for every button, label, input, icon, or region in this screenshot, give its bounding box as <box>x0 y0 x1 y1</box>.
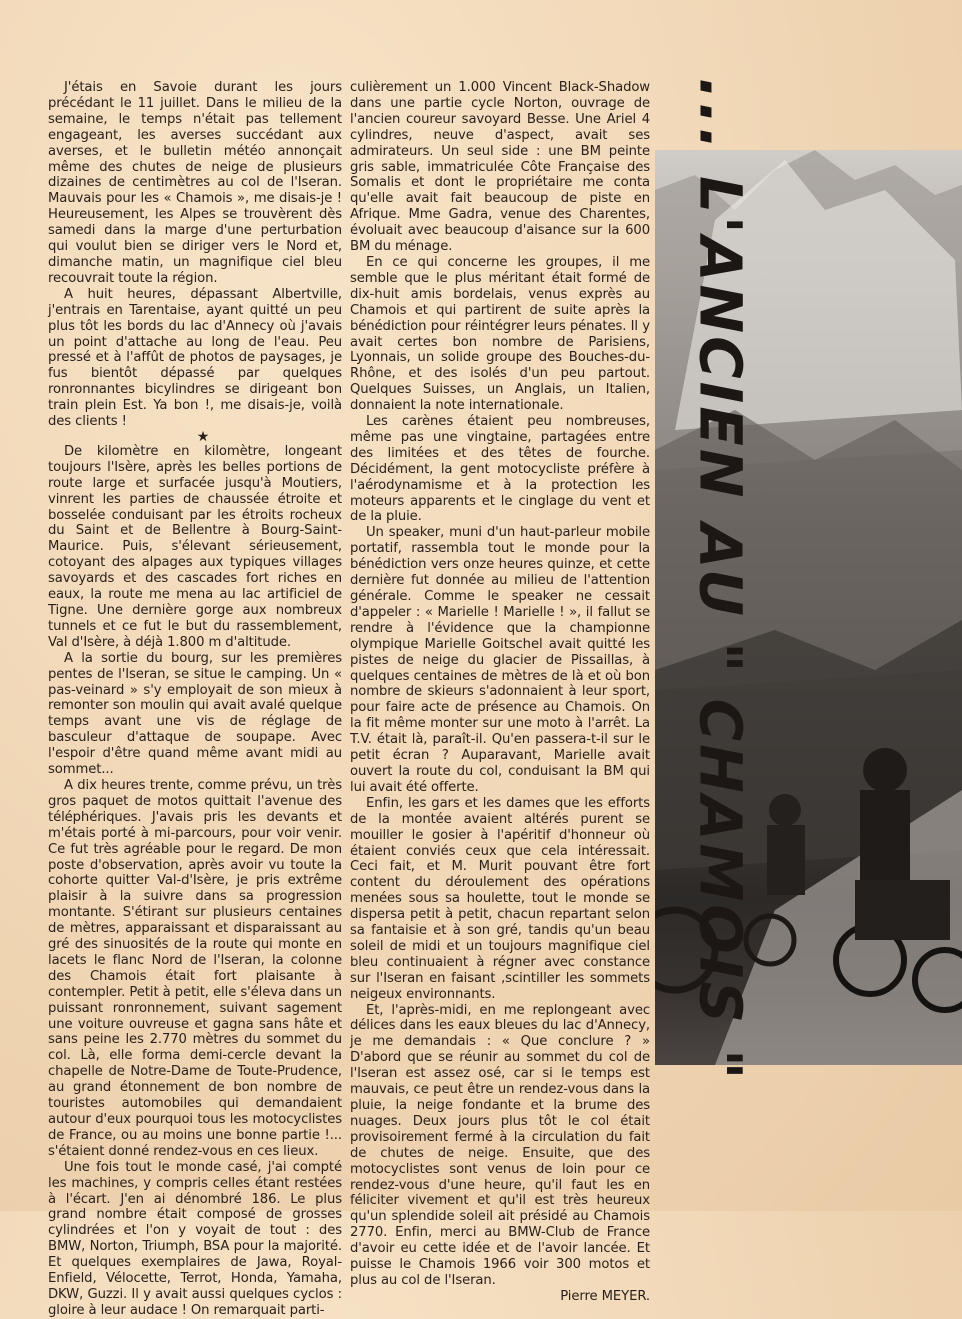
article-title <box>680 77 760 1083</box>
paragraph: A huit heures, dépassant Albertville, j'entrais en Tarentaise, ayant quitté un peu plus tôt les bords du lac d'Annecy où j'avais un point d'attache au long de l'eau. Peu pressé et à l'affût de photos de paysages, je fus bientôt dépassé par quelques ronronnantes bicylindres se dirigeant bon train plein Est. Ya bon !, me disais-je, voilà des clients ! <box>48 286 342 430</box>
title-text: ... L'ANCIEN AU " CHAMOIS " <box>686 77 755 1083</box>
paragraph: A dix heures trente, comme prévu, un très gros paquet de motos quittait l'avenue des téléphériques. J'avais pris les devants et m'étais porté à mi-parcours, pour voir venir. Ce fut très agréable pour le regard. De mon poste d'observation, après avoir vu toute la cohorte quitter Val-d'Isère, je pris extrême plaisir à la suivre dans sa progression montante. S'étirant sur plusieurs centaines de mètres, apparaissant et disparaissant au gré des sinuosités de la route qui monte en lacets le flanc Nord de l'Iseran, la colonne des Chamois était fort plaisante à contempler. Petit à petit, elle s'éleva dans un puissant ronronnement, suivant sagement une voiture ouvreuse et gagna sans hâte et sans peine les 2.770 mètres du sommet du col. Là, elle forma demi-cercle devant la chapelle de Notre-Dame de Toute-Prudence, au grand étonnement de bon nombre de touristes automobiles qui demandaient autour d'eux pourquoi tous les motocyclistes de France, ou au moins une bonne partie !... s'étaient donné rendez-vous en ces lieux. <box>48 777 342 1159</box>
star-separator-icon: ★ <box>196 428 210 445</box>
author-signature: Pierre MEYER. <box>560 1288 650 1304</box>
article-column-middle <box>350 80 650 1305</box>
paragraph: De kilomètre en kilomètre, longeant toujours l'Isère, après les belles portions de route large et surfacée jusqu'à Moutiers, vinrent les parties de chaussée étroite et bosselée conduisant par les étroits rocheux du Saint et de Bellentre à Bourg-Saint-Maurice. Puis, s'élevant sérieusement, cotoyant des alpages aux typiques villages savoyards et des cascades fort riches en eaux, la route me mena au lac artificiel de Tigne. Une dernière gorge aux nombreux tunnels et ce fut le but du rassemblement, Val d'Isère, à déjà 1.800 m d'altitude. <box>48 443 342 650</box>
paragraph: Enfin, les gars et les dames que les efforts de la montée avaient altérés purent se mouiller le gosier à l'apéritif d'honneur où étaient conviés ceux que cela intéressait. Ceci fait, et M. Murit pouvant être fort content du déroulement des opérations menées sous sa houlette, tout le monde se dispersa petit à petit, chacun repartant selon sa fantaisie et à son gré, tandis qu'un beau soleil de midi et un toujours magnifique ciel bleu continuaient à régner avec constance sur l'Iseran en faisant ,scintiller les sommets neigeux environnants. <box>350 795 650 1002</box>
paragraph: Un speaker, muni d'un haut-parleur mobile portatif, rassembla tout le monde pour la bénédiction vers onze heures quinze, et cette dernière fut donnée au milieu de l'attention générale. Comme le speaker ne cessait d'appeler : « Marielle ! Marielle ! », il fallut se rendre à l'évidence que la championne olympique Marielle Goitschel avait quitté les pistes de neige du glacier de Pissaillas, à quelques centaines de mètres de là et où bon nombre de skieurs s'adonnaient à leur sport, pour faire acte de présence au Chamois. On la fit même monter sur une moto à l'arrêt. La T.V. était là, paraît-il. Qu'en passera-t-il sur le petit écran ? Auparavant, Marielle avait ouvert la route du col, conduisant la BM qui lui avait été offerte. <box>350 525 650 795</box>
paragraph: culièrement un 1.000 Vincent Black-Shadow dans une partie cycle Norton, ouvrage de l'ancien coureur savoyard Besse. Une Ariel 4 cylindres, neuve d'aspect, avait ses admirateurs. Un seul side : une BM peinte gris sable, immatriculée Côte Française des Somalis et dont le propriétaire me conta qu'elle avait fait beaucoup de piste en Afrique. Mme Gadra, venue des Charentes, évoluait avec beaucoup d'aisance sur la 600 BM du ménage. <box>350 80 650 255</box>
paragraph: J'étais en Savoie durant les jours précédant le 11 juillet. Dans le milieu de la semaine, le temps n'était pas tellement engageant, les averses succédant aux averses, et le bulletin météo annonçait même des chutes de neige de plusieurs dizaines de centimètres au col de l'Iseran. Mauvais pour les « Chamois », me disais-je ! Heureusement, les Alpes se trouvèrent dès samedi dans la marge d'une perturbation qui voulut bien se diriger vers le Nord et, dimanche matin, un magnifique ciel bleu recouvrait toute la région. <box>48 80 342 286</box>
paragraph: A la sortie du bourg, sur les premières pentes de l'Iseran, se situe le camping. Un « pas-veinard » s'y employait de son mieux à remonter son moulin qui avait avalé quelque temps avant une vis de réglage de basculeur d'attaque de soupape. Avec l'espoir d'être quand même avant midi au sommet... <box>48 650 342 778</box>
paragraph: Les carènes étaient peu nombreuses, même pas une vingtaine, partagées entre des limitées et des têtes de fourche. Décidément, la gent motocycliste préfère à l'aérodynamisme et à la protection les moteurs apparents et le cinglage du vent et de la pluie. <box>350 414 650 525</box>
article-column-left <box>48 80 342 1319</box>
paragraph: Et, l'après-midi, en me replongeant avec délices dans les eaux bleues du lac d'Annecy, je me demandais : « Que conclure ? » D'abord que se réunir au sommet du col de l'Iseran est assez osé, car si le temps est mauvais, ce peut être un rendez-vous dans la pluie, la neige fondante et la brume des nuages. Deux jours plus tôt le col était provisoirement fermé à la circulation du fait de chutes de neige. Ensuite, que des motocyclistes sont venus de loin pour ce rendez-vous d'une heure, qu'il faut les en féliciter vivement et qu'il est très heureux qu'un splendide soleil ait présidé au Chamois 2770. Enfin, merci au BMW-Club de France d'avoir eu cette idée et de l'avoir lancée. Et puisse le Chamois 1966 voir 300 motos et plus au col de l'Iseran. <box>350 1002 650 1288</box>
paragraph: Une fois tout le monde casé, j'ai compté les machines, y compris celles étant restées à l'écart. J'en ai dénombré 186. Le plus grand nombre était composé de grosses cylindrées et l'on y voyait de tout : des BMW, Norton, Triumph, BSA pour la majorité. Et quelques exemplaires de Jawa, Royal-Enfield, Vélocette, Terrot, Honda, Yamaha, DKW, Guzzi. Il y avait aussi quelques cyclos : gloire à leur audace ! On remarquait parti- <box>48 1159 342 1318</box>
paragraph: En ce qui concerne les groupes, il me semble que le plus méritant était formé de dix-huit amis bordelais, venus exprès au Chamois et qui partirent de suite après la bénédiction pour réintégrer leurs pénates. Il y avait certes bon nombre de Parisiens, Lyonnais, un solide groupe des Bouches-du-Rhône, et des isolés d'un peu partout. Quelques Suisses, un Anglais, un Italien, donnaient la note internationale. <box>350 254 650 414</box>
